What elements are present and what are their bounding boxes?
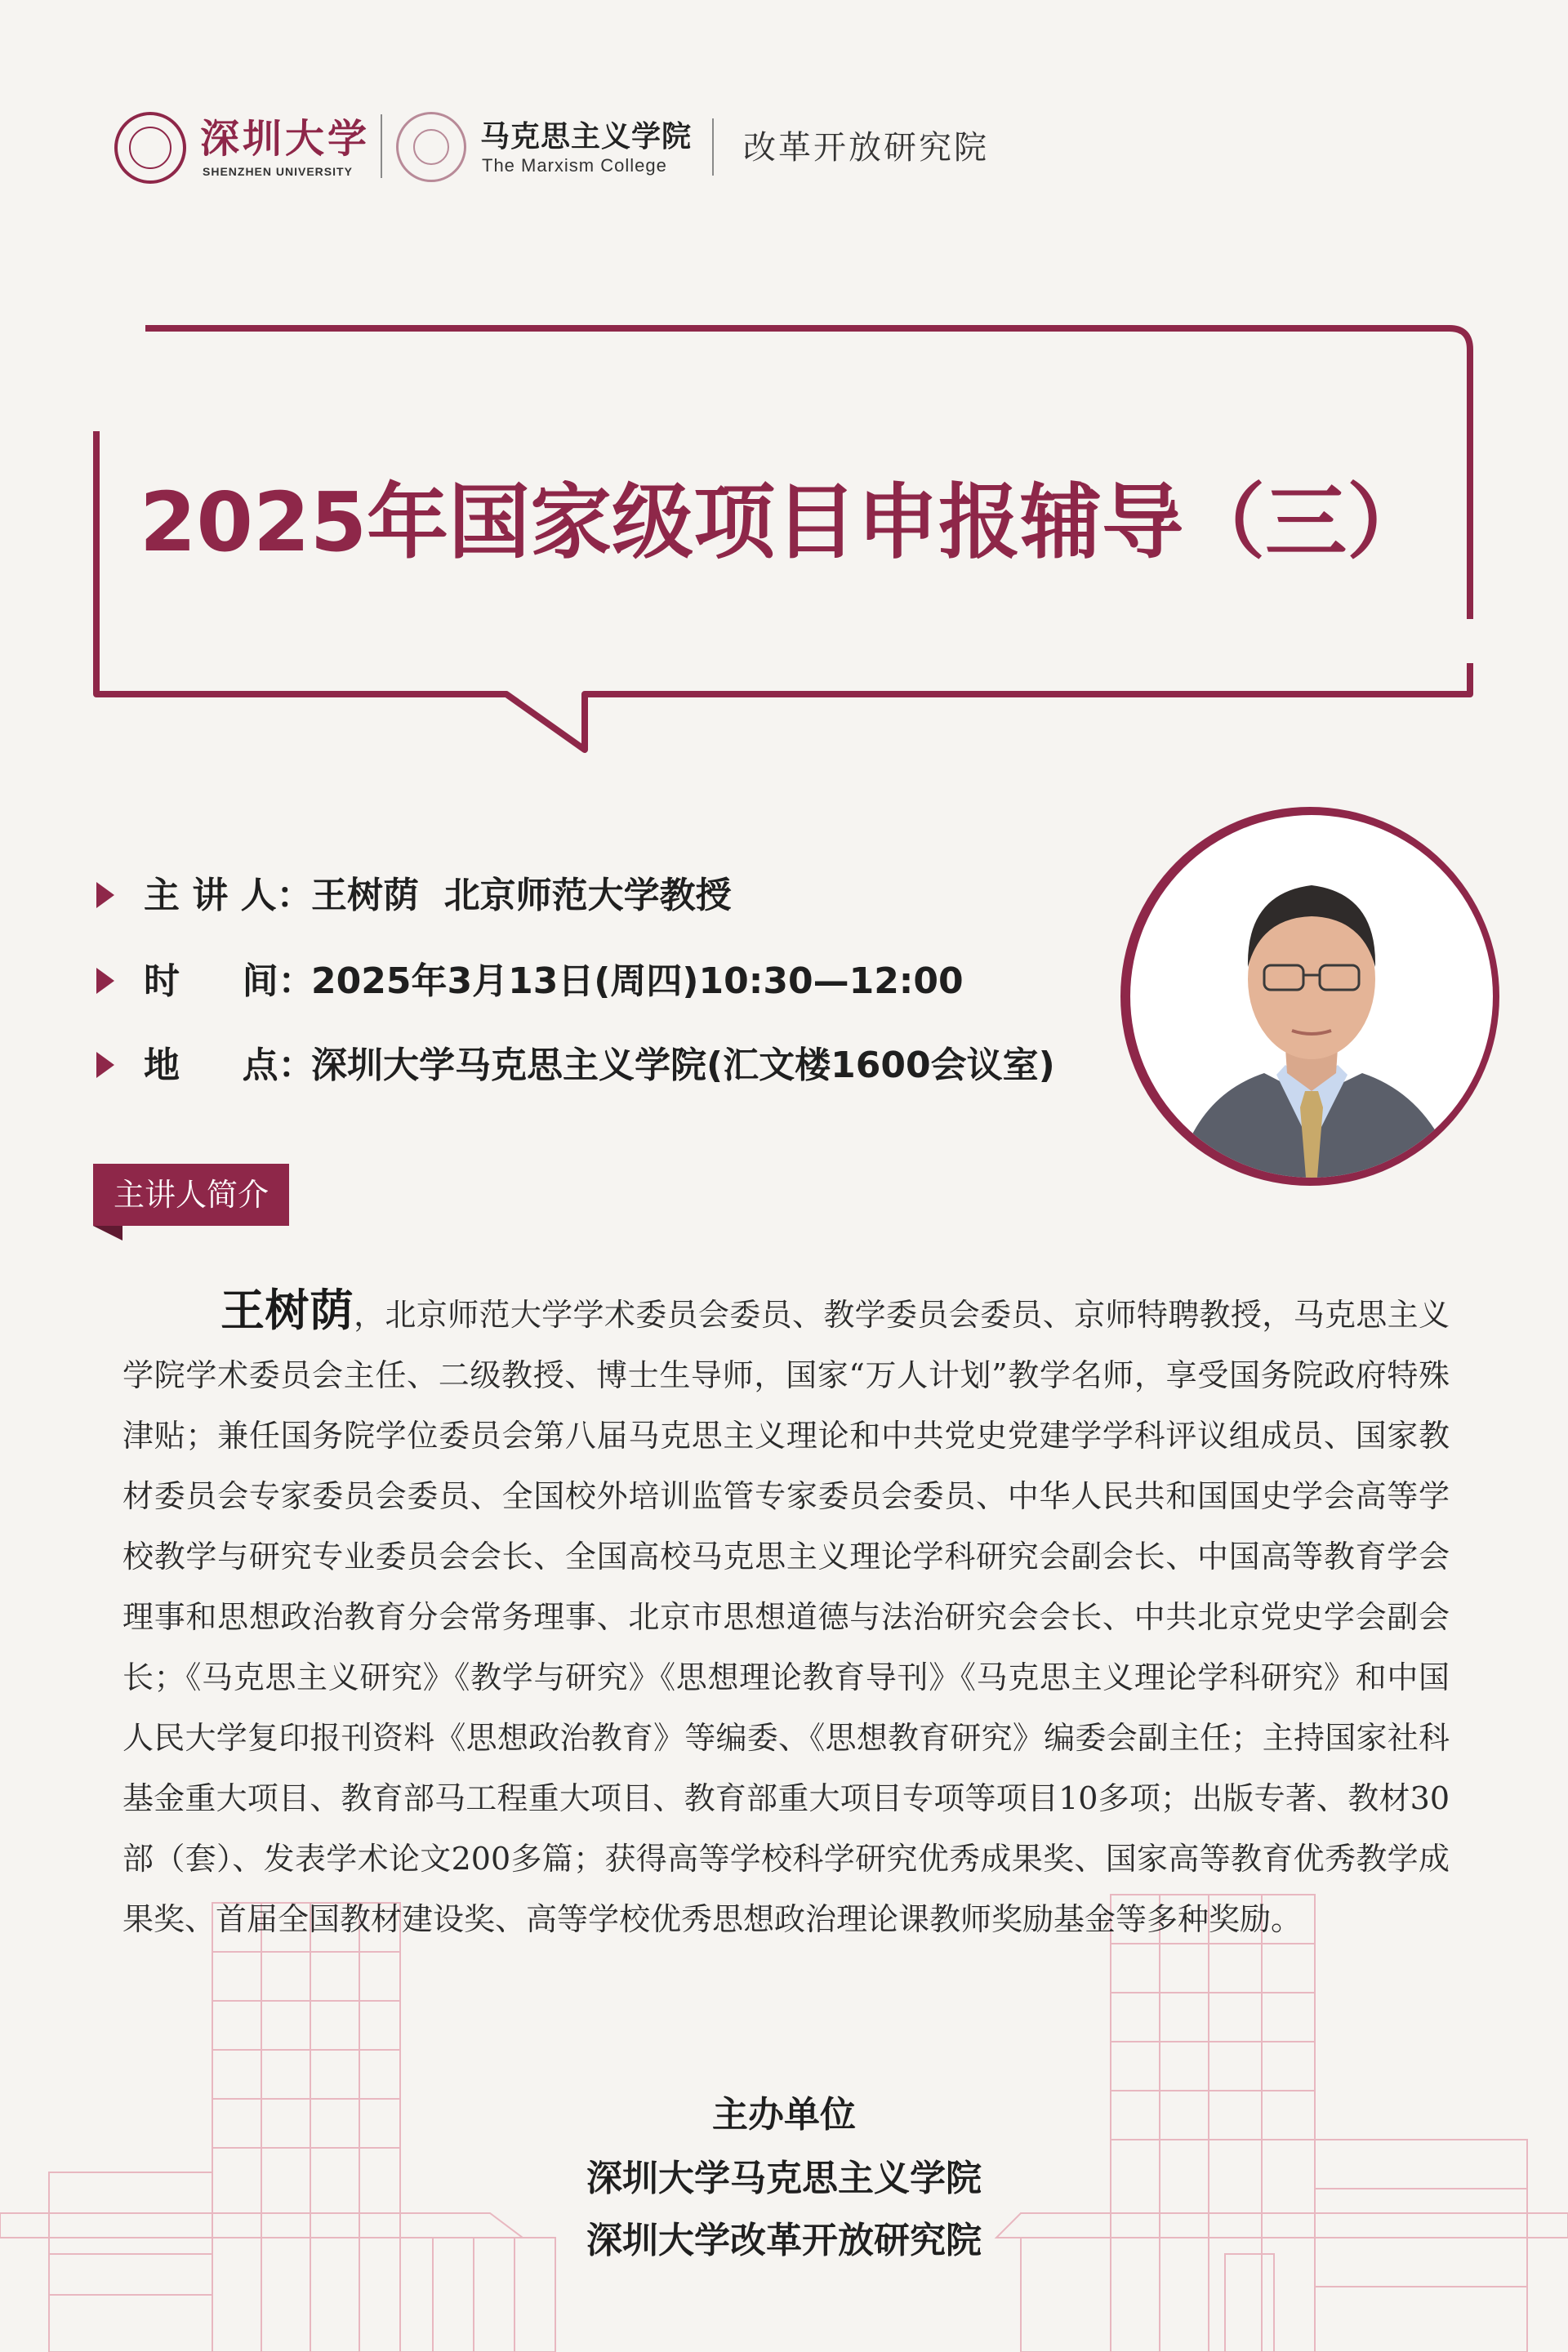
marxism-name-cn: 马克思主义学院 — [480, 120, 693, 154]
place-value: 深圳大学马克思主义学院(汇文楼1600会议室) — [311, 1045, 1055, 1086]
title-bubble-frame — [0, 0, 1568, 784]
info-speaker — [96, 867, 732, 924]
page-title: 2025年国家级项目申报辅导（三） — [139, 474, 1429, 570]
bio-speaker-name: 王树荫 — [220, 1285, 354, 1336]
place-label: 地 点： — [144, 1045, 314, 1086]
time-label: 时 间： — [144, 960, 314, 1002]
info-time — [96, 953, 964, 1010]
speaker-label: 主 讲 人： — [144, 875, 313, 916]
speaker-bio — [122, 1281, 1450, 1949]
bullet-triangle-icon — [96, 968, 114, 994]
organizer-2: 深圳大学改革开放研究院 — [586, 2220, 982, 2261]
marxism-name-en: The Marxism College — [482, 155, 667, 176]
organizer-1: 深圳大学马克思主义学院 — [586, 2158, 982, 2199]
organizer-label: 主办单位 — [712, 2094, 856, 2136]
info-place — [96, 1037, 1055, 1094]
bullet-triangle-icon — [96, 882, 114, 908]
time-value: 2025年3月13日(周四)10:30—12:00 — [311, 960, 964, 1002]
szu-name-en: SHENZHEN UNIVERSITY — [203, 165, 353, 178]
speaker-portrait — [1117, 804, 1503, 1189]
szu-name-cn: 深圳大学 — [200, 116, 371, 162]
bullet-triangle-icon — [96, 1052, 114, 1078]
speaker-value: 王树荫 北京师范大学教授 — [311, 875, 732, 916]
speaker-intro-tag: 主讲人简介 — [93, 1164, 289, 1226]
reform-institute-name: 改革开放研究院 — [743, 129, 989, 167]
tag-fold-corner — [93, 1226, 122, 1241]
bio-text: ，北京师范大学学术委员会委员、教学委员会委员、京师特聘教授，马克思主义学院学术委员会主任、二级教授、博士生导师，国家“万人计划”教学名师，享受国务院政府特殊津贴；兼任国务院学位委员会第八届马克思主义理论和中共党史党建学学科评议组成员、国家教材委员会专家委员会委员、全国校外培训监管专家委员会委员、中华人民共和国国史学会高等学校教学与研究专业委员会会长、全国高校马克思主义理论学科研究会副会长、中国高等教育学会理事和思想政治教育分会常务理事、北京市思想道德与法治研究会会长、中共北京党史学会副会长；《马克思主义研究》《教学与研究》《思想理论教育导刊》《马克思主义理论学科研究》和中国人民大学复印报刊资料《思想政治教育》等编委、《思想教育研究》编委会副主任；主持国家社科基金重大项目、教育部马工程重大项目、教育部重大项目专项等项目10多项；出版专著、教材30部（套）、发表学术论文200多篇；获得高等学校科学研究优秀成果奖、国家高等教育优秀教学成果奖、首届全国教材建设奖、高等学校优秀思想政治理论课教师奖励基金等多种奖励。 — [122, 1297, 1450, 1937]
